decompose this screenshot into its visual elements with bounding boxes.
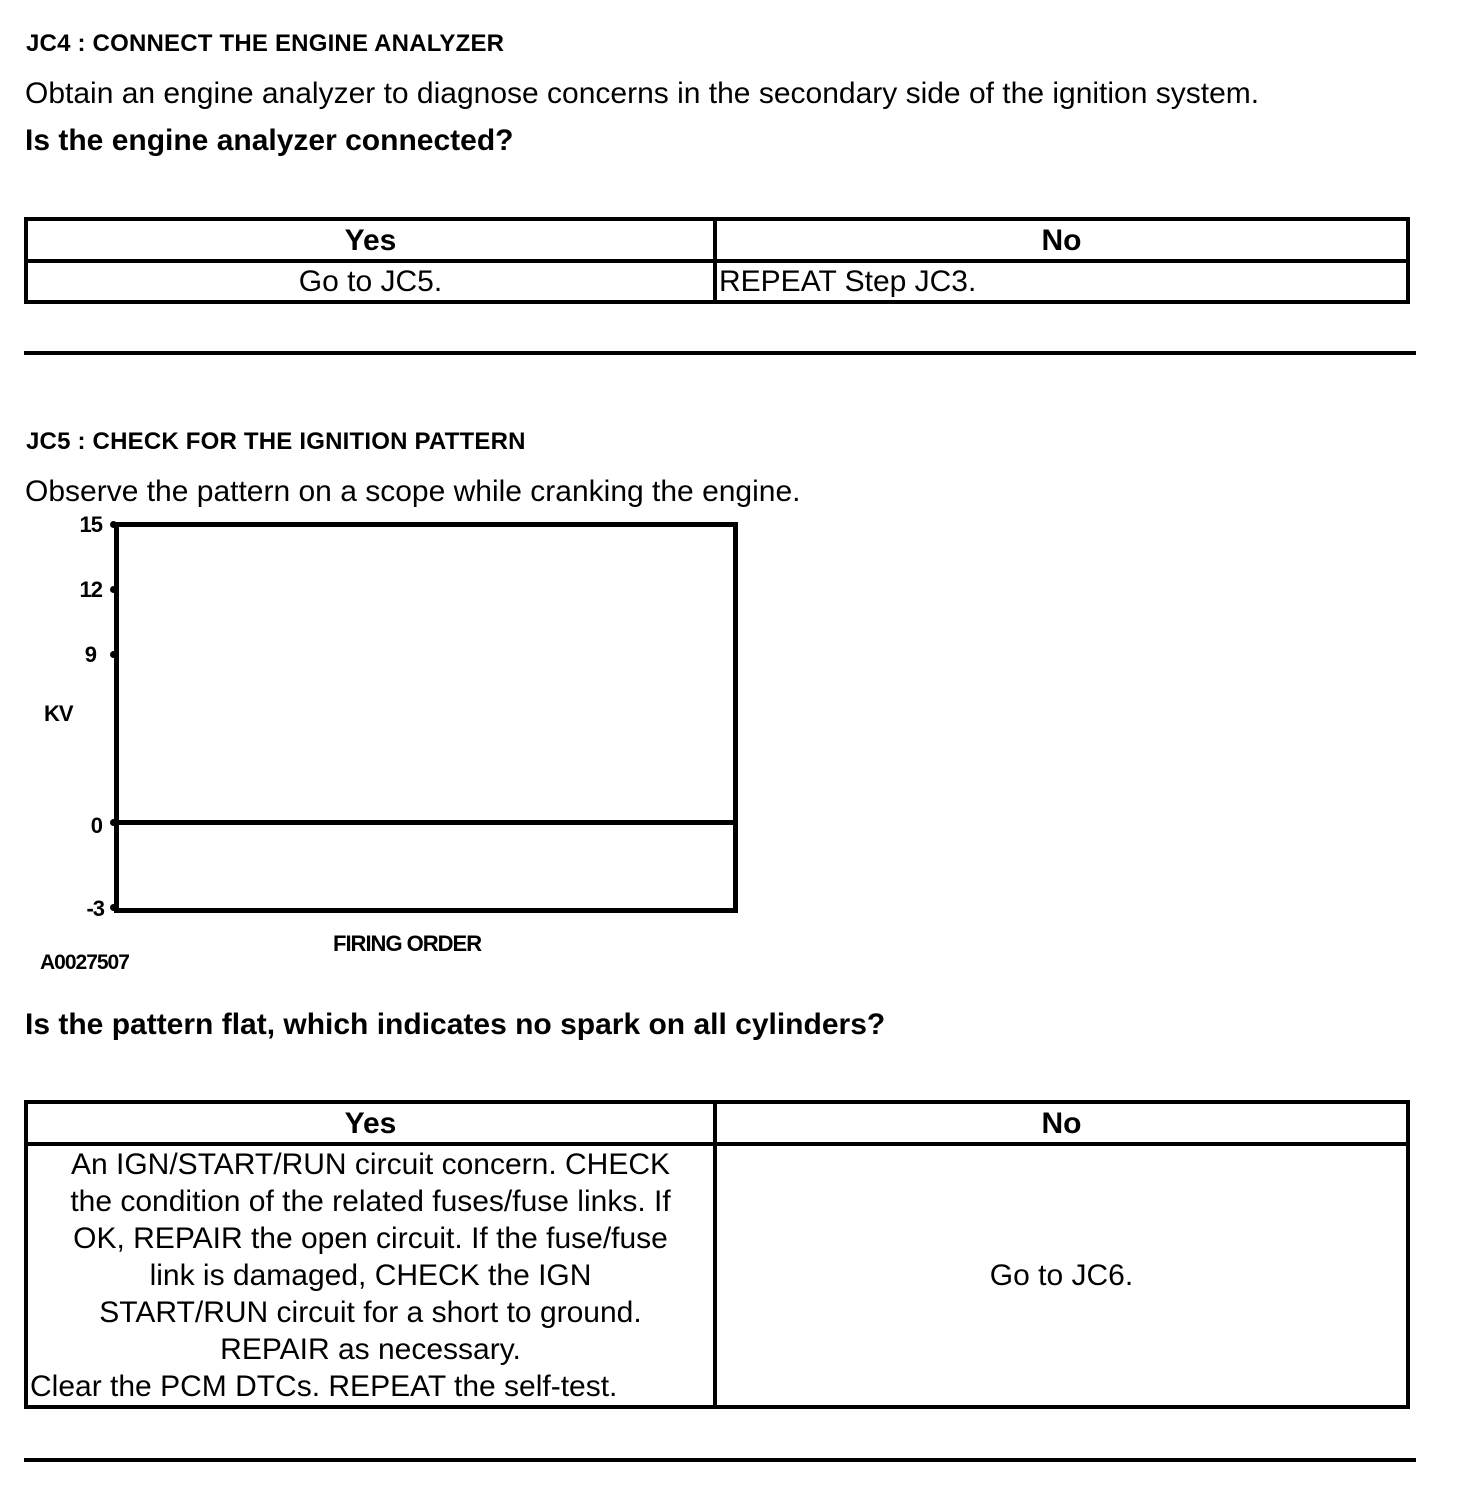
y-tick-mark [110,819,117,826]
yes-action-line: link is damaged, CHECK the IGN [149,1259,592,1292]
yes-action-cell: Go to JC5. [26,261,715,302]
yes-action-line: REPAIR as necessary. [220,1333,521,1366]
y-tick-label: 9 [84,642,96,667]
y-tick-mark [110,904,117,911]
jc4-step-title: JC4 : CONNECT THE ENGINE ANALYZER [26,30,505,57]
yes-action-line: the condition of the related fuses/fuse links. If [70,1185,671,1218]
y-tick-label: 0 [90,813,102,838]
no-action-cell: Go to JC6. [715,1144,1408,1407]
jc4-instruction: Obtain an engine analyzer to diagnose concerns in the secondary side of the ignition system. [25,77,1260,110]
table-row [26,1144,1408,1407]
y-tick-mark [110,586,117,593]
flat-pattern-line [114,820,738,825]
yes-action-line: OK, REPAIR the open circuit. If the fuse/fuse [73,1222,668,1255]
y-axis-label: KV [44,701,73,726]
scope-display-frame [114,522,738,913]
no-header: No [715,1102,1408,1144]
jc5-decision-table [24,1100,1410,1409]
jc5-question: Is the pattern flat, which indicates no spark on all cylinders? [25,1008,886,1041]
yes-header: Yes [26,219,715,261]
jc4-decision-table [24,217,1410,304]
y-tick-label: -3 [86,896,104,921]
section-divider [24,1458,1416,1462]
yes-action-line: An IGN/START/RUN circuit concern. CHECK [70,1148,671,1181]
figure-id: A0027507 [40,951,129,974]
yes-action-line: Clear the PCM DTCs. REPEAT the self-test. [30,1370,618,1403]
no-header: No [715,219,1408,261]
jc5-step-title: JC5 : CHECK FOR THE IGNITION PATTERN [26,428,526,455]
y-tick-mark [110,651,117,658]
yes-action-cell [26,1144,715,1407]
y-tick-mark [110,521,117,528]
jc4-question: Is the engine analyzer connected? [25,124,514,157]
table-header-row [26,1102,1408,1144]
yes-header: Yes [26,1102,715,1144]
y-tick-label: 15 [79,512,102,537]
yes-action-line: START/RUN circuit for a short to ground. [99,1296,642,1329]
section-divider [24,351,1416,355]
y-tick-label: 12 [79,577,102,602]
x-axis-label: FIRING ORDER [333,931,482,956]
table-row [26,261,1408,302]
jc5-instruction: Observe the pattern on a scope while cranking the engine. [25,475,801,508]
no-action-cell: REPEAT Step JC3. [715,261,1408,302]
table-header-row [26,219,1408,261]
